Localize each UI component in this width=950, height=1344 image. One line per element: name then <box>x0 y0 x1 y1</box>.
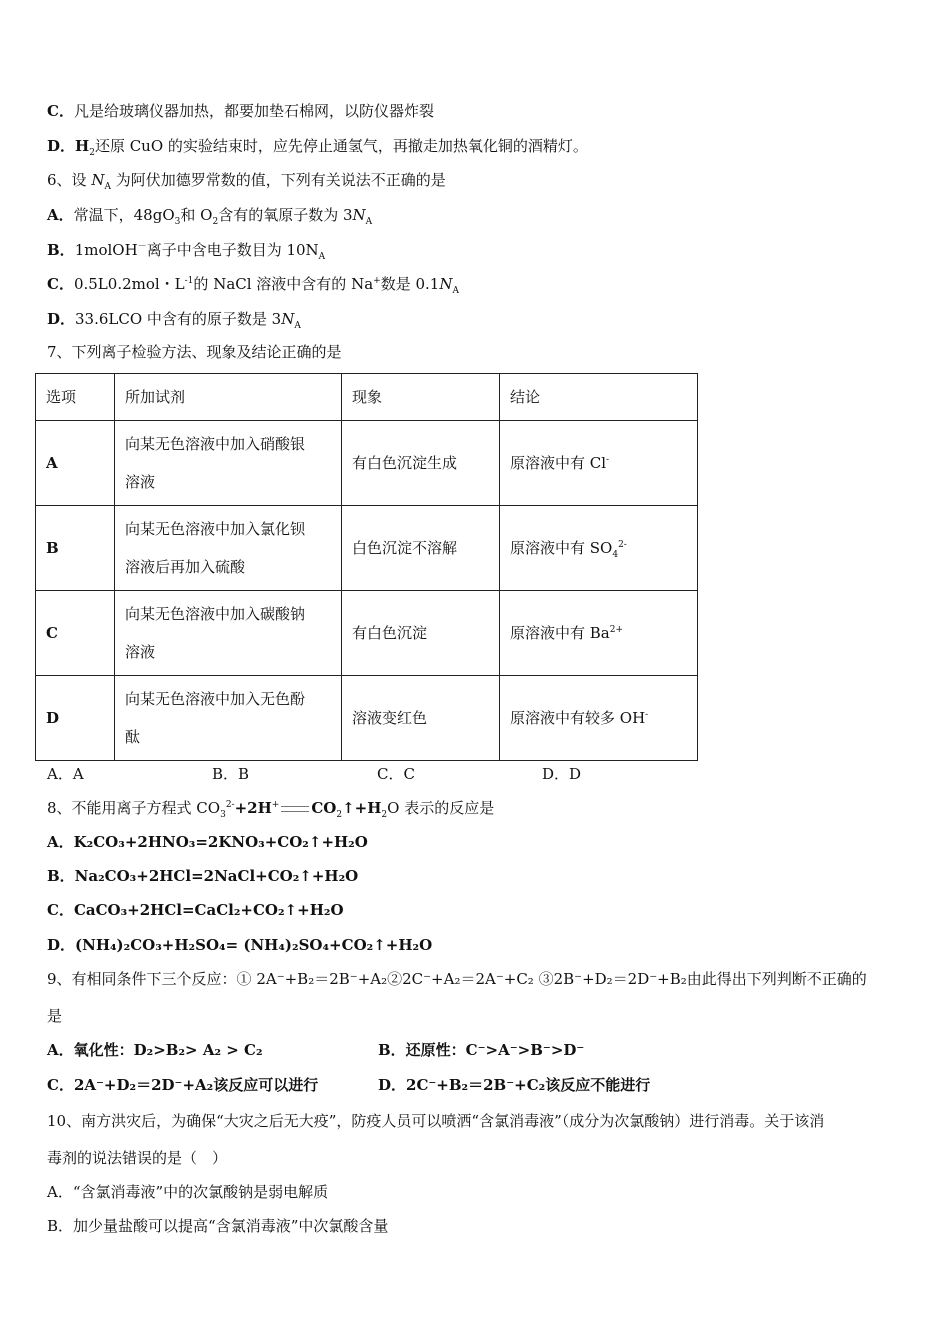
q6-option-b: B．1molOH－离子中含电子数目为 $10N_A$ <box>47 241 326 262</box>
q9-stem-line2: 是 <box>47 1007 63 1025</box>
q5-option-d: D．$H_2$还原 CuO 的实验结束时，应先停止通氢气，再撤走加热氧化铜的酒精灯。 <box>47 137 588 158</box>
q8-option-b: B．Na₂CO₃+2HCl=2NaCl+CO₂↑+H₂O <box>47 867 359 885</box>
q9-option-b: B．还原性：C⁻>A⁻>B⁻>D⁻ <box>378 1041 585 1059</box>
equals-sign-icon <box>281 806 309 812</box>
q7-option-a: A．A <box>47 765 84 783</box>
header-phenomenon: 现象 <box>342 374 500 421</box>
q7-stem: 7、下列离子检验方法、现象及结论正确的是 <box>47 343 342 361</box>
q6-stem: 6、设 $N_A$ 为阿伏加德罗常数的值，下列有关说法不正确的是 <box>47 171 446 192</box>
q9-option-d: D．2C⁻+B₂＝2B⁻+C₂该反应不能进行 <box>378 1076 651 1094</box>
header-option: 选项 <box>36 374 115 421</box>
q8-stem: 8、不能用离子方程式 $CO_3^{2-}+2H^+$ $CO_2↑+H_2O$ 表示的反应是 <box>47 799 495 820</box>
table-header-row <box>36 374 698 421</box>
q6-option-a: A．常温下，$48gO_3$和 $O_2$含有的氧原子数为 $3N_A$ <box>47 206 373 227</box>
q6-option-d: D．33.6LCO 中含有的原子数是 $3N_A$ <box>47 310 301 331</box>
q7-table <box>35 373 698 761</box>
q9-option-a: A．氧化性：D₂>B₂> A₂ > C₂ <box>47 1041 263 1059</box>
q10-stem-line2: 毒剂的说法错误的是（ ） <box>47 1149 228 1167</box>
q7-option-d: D．D <box>542 765 582 783</box>
q8-option-d: D．(NH₄)₂CO₃+H₂SO₄= (NH₄)₂SO₄+CO₂↑+H₂O <box>47 936 433 954</box>
table-row: C 向某无色溶液中加入碳酸钠 溶液 有白色沉淀 原溶液中有 $Ba^{2+}$ <box>36 591 698 676</box>
q5-option-c: C．凡是给玻璃仪器加热，都要加垫石棉网，以防仪器炸裂 <box>47 102 434 120</box>
q6-option-c: C．0.5L0.2mol・$L^{-1}$的 NaCl 溶液中含有的 Na+数是 $0.1N_A$ <box>47 275 459 296</box>
header-reagent: 所加试剂 <box>115 374 342 421</box>
q10-option-b: B．加少量盐酸可以提高“含氯消毒液”中次氯酸含量 <box>47 1217 389 1235</box>
q9-stem-line1: 9、有相同条件下三个反应：① 2A⁻+B₂＝2B⁻+A₂②2C⁻+A₂＝2A⁻+C₂ ③2B⁻+D₂＝2D⁻+B₂由此得出下列判断不正确的 <box>47 970 867 988</box>
q8-option-c: C．CaCO₃+2HCl=CaCl₂+CO₂↑+H₂O <box>47 901 344 919</box>
table-row: B 向某无色溶液中加入氯化钡 溶液后再加入硫酸 白色沉淀不溶解 原溶液中有 $SO_4^{2-}$ <box>36 506 698 591</box>
q7-option-b: B．B <box>212 765 250 783</box>
q7-option-c: C．C <box>377 765 415 783</box>
q10-stem-line1: 10、南方洪灾后，为确保“大灾之后无大疫”，防疫人员可以喷洒“含氯消毒液”（成分为次氯酸钠）进行消毒。关于该消 <box>47 1112 825 1130</box>
q8-option-a: A．K₂CO₃+2HNO₃=2KNO₃+CO₂↑+H₂O <box>47 833 368 851</box>
q9-option-c: C．2A⁻+D₂＝2D⁻+A₂该反应可以进行 <box>47 1076 319 1094</box>
q7-options <box>0 764 950 784</box>
q10-option-a: A．“含氯消毒液”中的次氯酸钠是弱电解质 <box>47 1183 329 1201</box>
table-row: D 向某无色溶液中加入无色酚 酞 溶液变红色 原溶液中有较多 OH- <box>36 676 698 761</box>
header-conclusion: 结论 <box>500 374 698 421</box>
table-row: A 向某无色溶液中加入硝酸银 溶液 有白色沉淀生成 原溶液中有 Cl- <box>36 421 698 506</box>
